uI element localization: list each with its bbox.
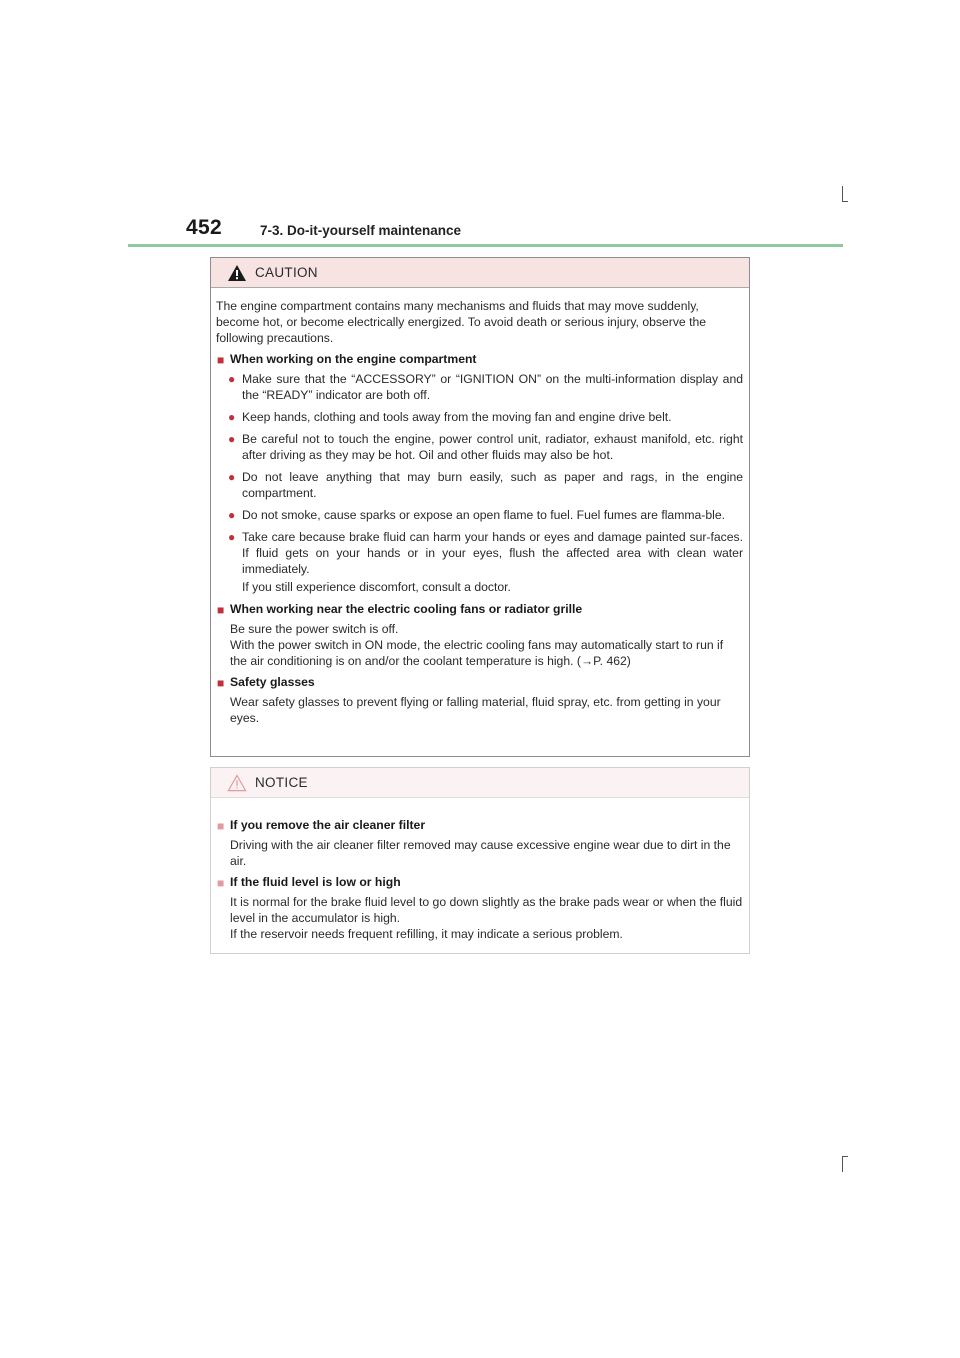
bullet-text: Keep hands, clothing and tools away from the moving fan and engine drive belt. (242, 410, 672, 424)
warning-triangle-outline-icon (227, 774, 247, 792)
heading-text: When working on the engine compartment (230, 352, 477, 366)
heading-text: Safety glasses (230, 675, 315, 689)
paragraph-line: If the reservoir needs frequent refilling, it may indicate a serious problem. (230, 927, 623, 941)
notice-header (211, 768, 749, 798)
bullet-text: Do not leave anything that may burn easily, such as paper and rags, in the engine compartment. (242, 470, 743, 500)
list-item (216, 371, 743, 403)
caution-body (211, 288, 749, 726)
caution-intro: The engine compartment contains many mechanisms and fluids that may move suddenly, become hot, or become electrically energized. To avoid death or serious injury, observe the following precautions. (216, 299, 707, 345)
bullet-followup (216, 579, 743, 595)
bullet-text: Be careful not to touch the engine, power control unit, radiator, exhaust manifold, etc. right after driving as they may be hot. Oil and other fluids may also be hot. (242, 432, 743, 462)
caution-paragraph (216, 694, 743, 726)
section-title: 7-3. Do-it-yourself maintenance (260, 223, 462, 238)
circle-bullet-icon: ● (228, 530, 236, 544)
followup-text: If you still experience discomfort, consult a doctor. (242, 580, 511, 594)
circle-bullet-icon: ● (228, 372, 236, 386)
warning-triangle-icon (227, 264, 247, 282)
caution-title: CAUTION (255, 265, 318, 280)
crop-mark-bottom (842, 1156, 843, 1172)
header-rule (128, 244, 843, 247)
notice-paragraph (216, 894, 743, 942)
list-item (216, 469, 743, 501)
crop-mark-top (842, 186, 843, 202)
list-item (216, 409, 743, 425)
notice-heading-fluid-level (216, 874, 743, 890)
caution-heading-engine-compartment (216, 351, 743, 367)
page-number: 452 (186, 216, 222, 239)
bullet-text: Make sure that the “ACCESSORY” or “IGNITION ON” on the multi-information display and the “READY” indicator are both off. (242, 372, 743, 402)
notice-paragraph (216, 837, 743, 869)
caution-paragraph (216, 621, 743, 669)
paragraph-line: Driving with the air cleaner filter removed may cause excessive engine wear due to dirt in the air. (230, 838, 731, 868)
heading-text: When working near the electric cooling fans or radiator grille (230, 602, 583, 616)
crop-mark-top-tick (842, 201, 848, 202)
bullet-text: Take care because brake fluid can harm your hands or eyes and damage painted sur-faces. If fluid gets on your hands or in your eyes, flush the affected area with clean water immediately. (242, 530, 743, 576)
caution-heading-safety-glasses (216, 674, 743, 690)
list-item (216, 529, 743, 577)
square-bullet-icon: ■ (217, 603, 225, 617)
square-bullet-icon: ■ (217, 876, 225, 890)
caution-header (211, 258, 749, 288)
crop-mark-bottom-tick (842, 1156, 848, 1157)
bullet-text: Do not smoke, cause sparks or expose an open flame to fuel. Fuel fumes are flamma-ble. (242, 508, 725, 522)
notice-title: NOTICE (255, 775, 308, 790)
paragraph-line: With the power switch in ON mode, the electric cooling fans may automatically start to run if the air conditioning is on and/or the coolant temperature is high. (→P. 462) (230, 638, 724, 668)
circle-bullet-icon: ● (228, 432, 236, 446)
circle-bullet-icon: ● (228, 410, 236, 424)
square-bullet-icon: ■ (217, 676, 225, 690)
list-item (216, 507, 743, 523)
paragraph-line: Wear safety glasses to prevent flying or falling material, fluid spray, etc. from getting in your eyes. (230, 695, 721, 725)
circle-bullet-icon: ● (228, 508, 236, 522)
square-bullet-icon: ■ (217, 353, 225, 367)
paragraph-line: It is normal for the brake fluid level to go down slightly as the brake pads wear or when the fluid level in the accumulator is high. (230, 895, 743, 925)
notice-heading-air-cleaner (216, 817, 743, 833)
heading-text: If the fluid level is low or high (230, 875, 401, 889)
caution-heading-cooling-fans (216, 601, 743, 617)
heading-text: If you remove the air cleaner filter (230, 818, 426, 832)
paragraph-line: Be sure the power switch is off. (230, 622, 399, 636)
circle-bullet-icon: ● (228, 470, 236, 484)
list-item (216, 431, 743, 463)
notice-box (210, 767, 750, 954)
caution-box (210, 257, 750, 757)
square-bullet-icon: ■ (217, 819, 225, 833)
notice-body (211, 798, 749, 942)
